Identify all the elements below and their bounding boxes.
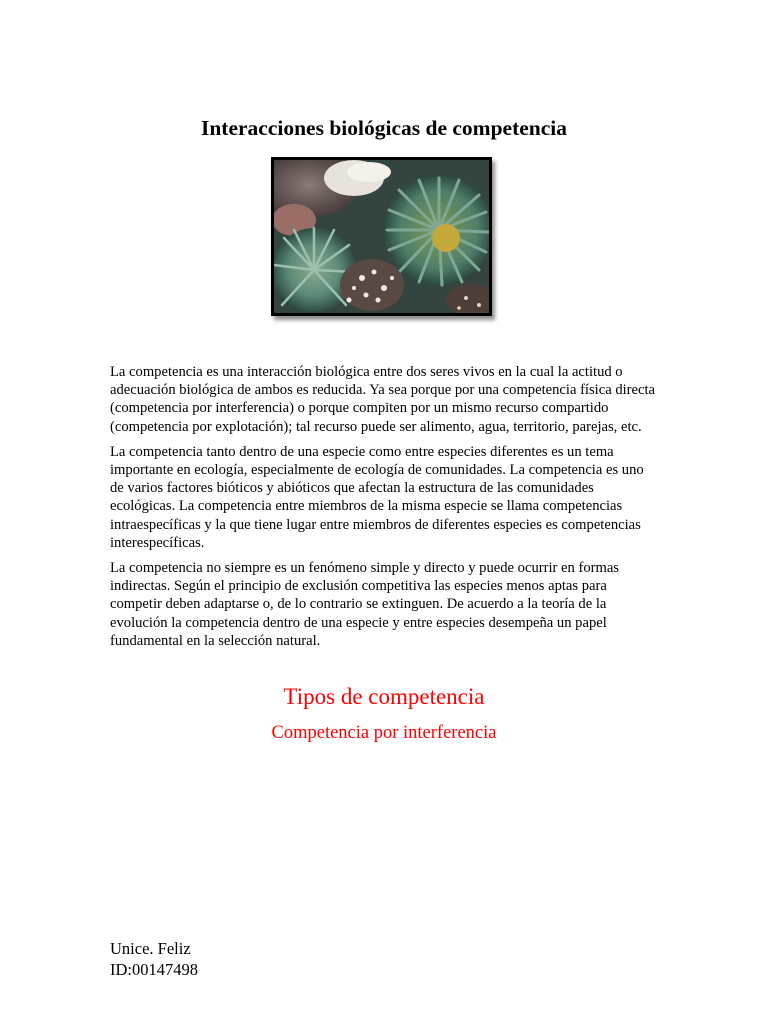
author-footer: [110, 938, 198, 980]
body-text: [110, 363, 660, 657]
paragraph-1: La competencia es una interacción biológica entre dos seres vivos en la cual la actitud o adecuación biológica de ambos es reducida. Ya sea porque por una competencia física directa (competencia por interferencia) o porque compiten por un mismo recurso compartido (competencia por explotación); tal recurso puede ser alimento, agua, territorio, parejas, etc.: [110, 364, 656, 435]
author-name: Unice. Feliz: [110, 939, 191, 958]
sub-heading: Competencia por interferencia: [271, 723, 497, 743]
paragraph-3: La competencia no siempre es un fenómeno simple y directo y puede ocurrir en formas indirectas. Según el principio de exclusión competitiva las especies menos aptas para competir deben adaptarse o, de lo contrario se extinguen. De acuerdo a la teoría de la evolución la competencia dentro de una especie y entre especies desempeña un papel fundamental en la selección natural.: [110, 560, 619, 649]
student-id: ID:00147498: [110, 960, 198, 979]
section-heading: Tipos de competencia: [283, 684, 485, 709]
document-title: Interacciones biológicas de competencia: [200, 116, 568, 140]
sea-anemones-photo: [271, 157, 492, 316]
paragraph-2: La competencia tanto dentro de una especie como entre especies diferentes es un tema importante en ecología, especialmente de ecología de comunidades. La competencia es uno de varios factores bióticos y abióticos que afectan la estructura de las comunidades ecológicas. La competencia entre miembros de la misma especie se llama competencias intraespecíficas y la que tiene lugar entre miembros de diferentes especies es competencias interespecíficas.: [110, 443, 644, 551]
